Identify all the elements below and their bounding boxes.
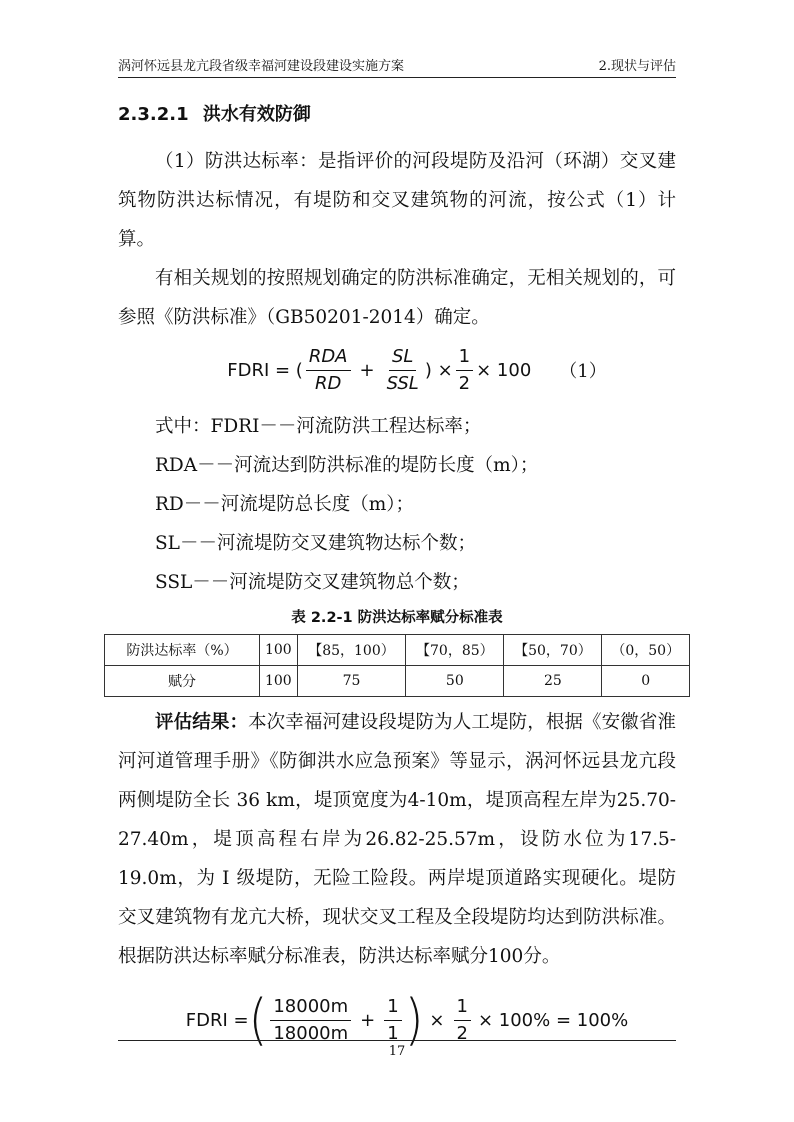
table-cell: 25 [504,666,602,697]
table-cell: 【85，100） [297,635,406,666]
fraction-length [270,995,351,1046]
denominator: 2 [456,1022,468,1044]
page-header [118,52,676,74]
left-paren: ( [248,987,268,1053]
fraction-count [384,995,401,1046]
paragraph-result [118,703,676,976]
definition-line: 式中：FDRI－－河流防洪工程达标率； [155,416,482,437]
plus-sign: + [360,1009,376,1031]
table-cell: 50 [406,666,504,697]
scoring-table [104,634,690,697]
fraction-half [456,345,473,396]
definition-line: RD－－河流堤防总长度（m）； [155,494,415,515]
table-row [105,635,690,666]
page-body [118,100,681,1053]
formula-tail: × 100% = 100% [477,1009,629,1031]
table-cell: 【70，85） [406,635,504,666]
times-sign: × [429,1009,445,1031]
plus-sign: + [359,359,375,381]
numerator: 1 [384,995,401,1021]
chapter-label: 2.现状与评估 [598,59,676,74]
table-cell: （0，50） [602,635,690,666]
paragraph-definition: （1）防洪达标率：是指评价的河段堤防及沿河（环湖）交叉建筑物防洪达标情况，有堤防和交叉建筑物的河流，按公式（1）计算。 [118,151,676,250]
result-text: 本次幸福河建设段堤防为人工堤防，根据《安徽省淮河河道管理手册》《防御洪水应急预案》等显示，涡河怀远县龙亢段两侧堤防全长 36 km，堤顶宽度为4-10m，堤顶高程左岸为25.70-27.40m，堤顶高程右岸为26.82-25.57m，设防水位为17.5-19.0m，为 Ⅰ 级堤防，无险工险段。两岸堤顶道路实现硬化。堤防交叉建筑物有龙亢大桥，现状交叉工程及全段堤防均达到防洪标准。根据防洪达标率赋分标准表，防洪达标率赋分100分。 [118,712,676,967]
table-cell: 【50，70） [504,635,602,666]
section-number: 2.3.2.1 [118,104,189,125]
denominator: 18000m [273,1022,349,1044]
table-row [105,666,690,697]
numerator: 1 [456,345,473,371]
equation-number: （1） [559,361,607,382]
table-cell: 防洪达标率（%） [105,635,260,666]
table-cell: 0 [602,666,690,697]
fraction-half [454,995,471,1046]
definition-line: SSL－－河流堤防交叉建筑物总个数； [155,572,470,593]
formula-lhs: FDRI = ( [227,359,303,381]
table-caption: 表 2.2-1 防洪达标率赋分标准表 [291,610,503,626]
table-cell: 100 [260,635,298,666]
footer-divider [118,1040,676,1041]
numerator: 18000m [270,995,351,1021]
header-divider [118,77,676,78]
definition-line: RDA－－河流达到防洪标准的堤防长度（m）； [155,455,539,476]
fraction-rda-rd [306,345,351,396]
page-number: 17 [388,1044,406,1059]
fraction-sl-ssl [384,345,422,396]
denominator: SSL [386,372,419,394]
close-paren-times: ) × [424,359,453,381]
paragraph-standard: 有相关规划的按照规划确定的防洪标准确定，无相关规划的，可参照《防洪标准》（GB50201-2014）确定。 [118,268,676,328]
document-title: 涡河怀远县龙亢段省级幸福河建设段建设实施方案 [118,59,405,74]
denominator: 2 [458,372,471,394]
numerator: 1 [454,995,471,1021]
section-heading [118,100,676,130]
formula-lhs: FDRI = [185,1009,249,1031]
numerator: SL [389,345,416,371]
section-title: 洪水有效防御 [202,104,311,125]
result-label: 评估结果： [155,712,249,733]
formula-tail: × 100 [476,359,532,381]
formula-result [118,988,676,1052]
table-cell: 赋分 [105,666,260,697]
denominator: RD [314,372,342,394]
formula-fdri [158,339,676,401]
denominator: 1 [387,1022,399,1044]
right-paren: ) [404,987,424,1053]
numerator: RDA [306,345,351,371]
table-cell: 100 [260,666,298,697]
definition-line: SL－－河流堤防交叉建筑物达标个数； [155,533,476,554]
table-cell: 75 [297,666,406,697]
